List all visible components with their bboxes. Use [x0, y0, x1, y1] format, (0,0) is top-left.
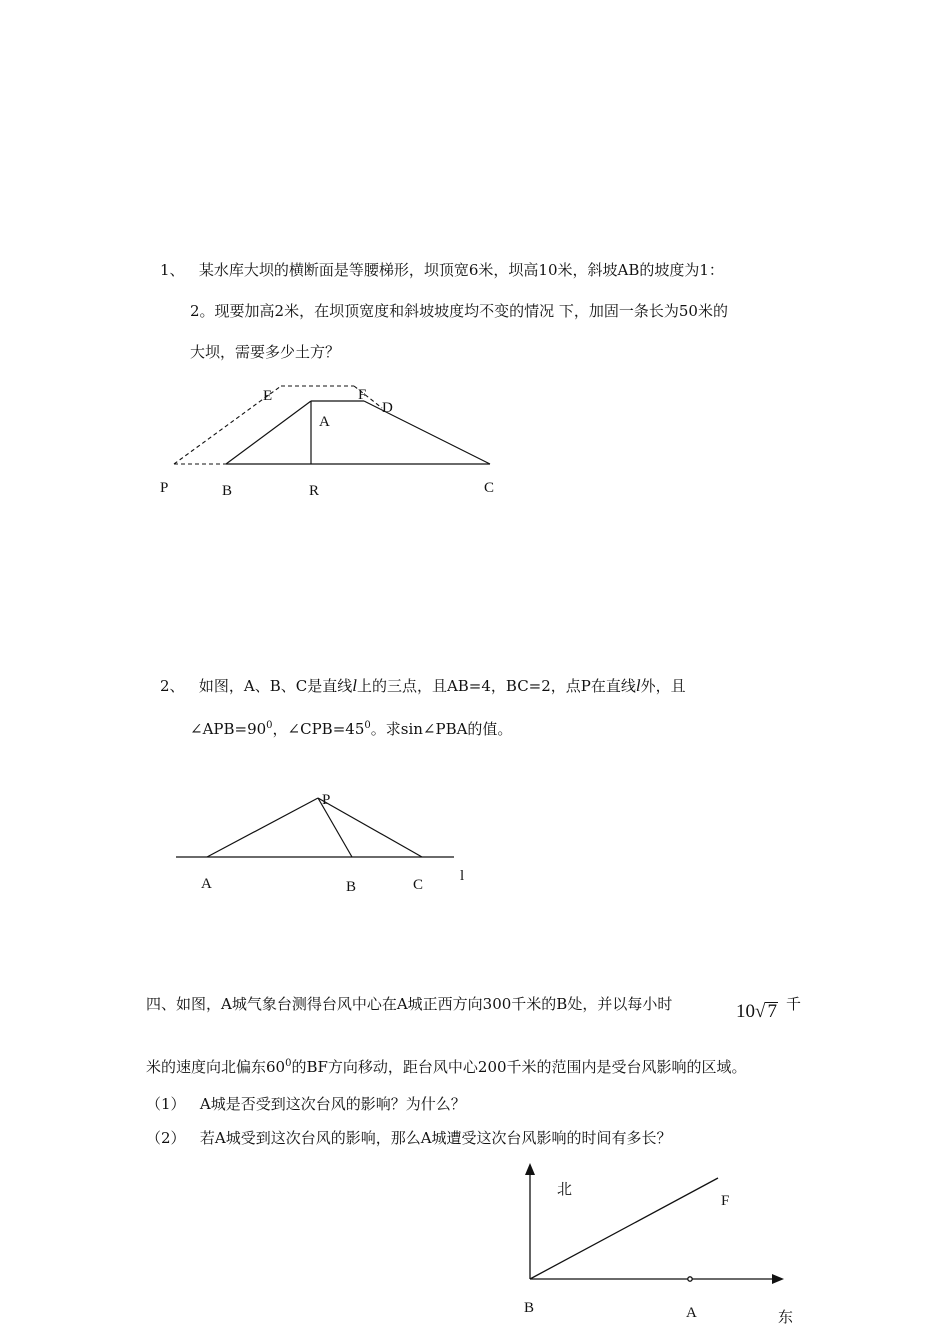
q2-label-c: C — [413, 877, 424, 893]
q1-label-e: E — [263, 388, 273, 404]
q1-label-p: P — [160, 480, 169, 496]
q1-label-a: A — [319, 414, 330, 430]
q2-text-2c: 。求sin∠PBA的值。 — [370, 720, 513, 738]
q4-sub2-number: （2） — [146, 1129, 186, 1147]
q2-text-1c: 外，且 — [640, 677, 686, 695]
q2-text-2a: ∠APB=90 — [190, 720, 267, 738]
q1-line2: 2。现要加高2米，在坝顶宽度和斜坡坡度均不变的情况 下，加固一条长为50米的 — [190, 302, 728, 320]
q2-label-l: l — [460, 868, 465, 884]
q4-sub1-number: （1） — [146, 1095, 186, 1113]
q4-text-2a: 米的速度向北偏东60 — [146, 1058, 286, 1076]
q2-line-l-2: l — [635, 676, 641, 695]
q4-line1: 四、如图，A城气象台测得台风中心在A城正西方向300千米的B处，并以每小时 — [146, 995, 673, 1013]
q2-number: 2、 — [160, 677, 185, 695]
q2-degree-1: 0 — [266, 720, 273, 731]
q1-label-f: F — [358, 387, 367, 403]
q4-speed-coefficient: 10 — [736, 1001, 755, 1022]
q4-label-east: 东 — [778, 1308, 794, 1326]
q1-number: 1、 — [160, 261, 185, 279]
q2-text-1b: 上的三点，且AB=4，BC=2，点P在直线 — [356, 677, 636, 695]
q4-label-f: F — [721, 1193, 730, 1209]
q2-line-l-1: l — [352, 676, 357, 695]
north-arrow-icon — [525, 1163, 535, 1175]
q1-label-c: C — [484, 480, 495, 496]
q1-label-b: B — [222, 483, 233, 499]
q2-text-1a: 如图，A、B、C是直线 — [198, 677, 353, 695]
q4-label-b: B — [524, 1300, 535, 1316]
q1-label-d: D — [382, 400, 393, 416]
q4-sub1-text: A城是否受到这次台风的影响？为什么？ — [199, 1095, 466, 1113]
q2-label-a: A — [201, 876, 212, 892]
q1-label-r: R — [309, 483, 320, 499]
q2-text-2b: ，∠CPB=45 — [272, 720, 365, 738]
q4-label-north: 北 — [557, 1180, 573, 1198]
q4-speed-radicand: 7 — [767, 1001, 777, 1022]
q2-label-b: B — [346, 879, 357, 895]
sqrt-icon: √ — [755, 1001, 766, 1022]
q2-degree-2: 0 — [364, 720, 371, 731]
q4-point-a — [688, 1277, 692, 1281]
q4-label-a: A — [686, 1305, 697, 1321]
east-arrow-icon — [772, 1274, 784, 1284]
q4-line1-end: 千 — [786, 995, 802, 1013]
q2-label-p: P — [322, 792, 331, 808]
q4-sub2-text: 若A城受到这次台风的影响，那么A城遭受这次台风影响的时间有多长？ — [199, 1129, 672, 1147]
q1-line3: 大坝，需要多少土方？ — [190, 343, 341, 361]
q4-text-2b: 的BF方向移动，距台风中心200千米的范围内是受台风影响的区域。 — [291, 1058, 747, 1076]
q4-degree: 0 — [285, 1058, 292, 1069]
q1-text-1: 某水库大坝的横断面是等腰梯形，坝顶宽6米，坝高10米，斜坡AB的坡度为1： — [198, 261, 724, 279]
